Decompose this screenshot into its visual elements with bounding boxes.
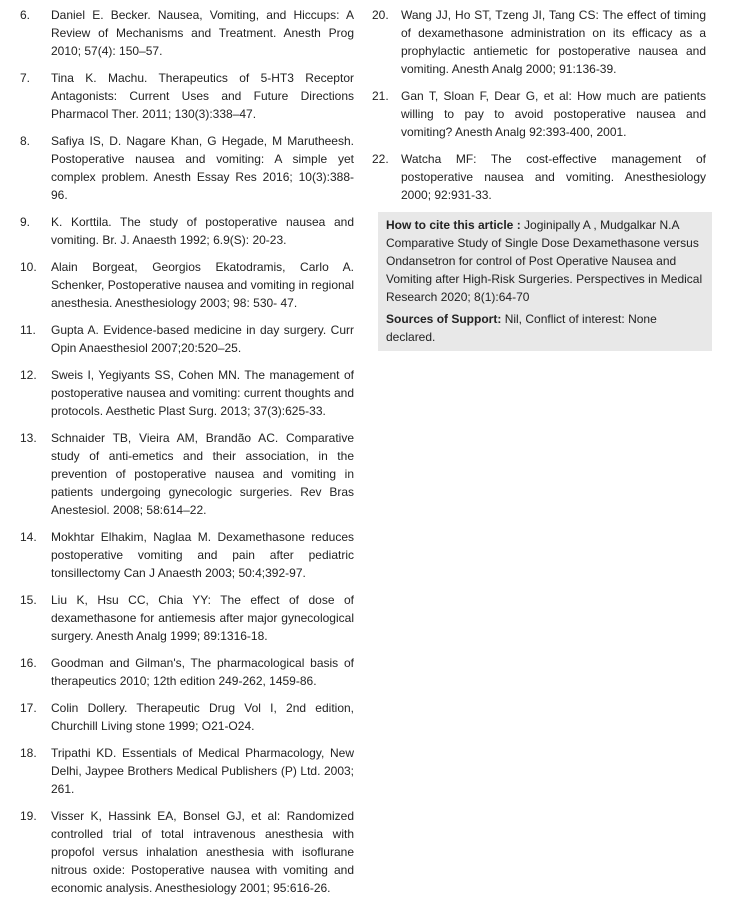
- reference-number: 22.: [372, 152, 389, 166]
- reference-item: [20, 132, 354, 204]
- reference-text: Safiya IS, D. Nagare Khan, G Hegade, M Marutheesh. Postoperative nausea and vomiting: A simple yet complex problem. Anesth Essay Res 2016; 10(3):388-96.: [51, 134, 354, 202]
- reference-number: 6.: [20, 8, 31, 22]
- reference-text: Gupta A. Evidence-based medicine in day surgery. Curr Opin Anaesthesiol 2007;20:520–25.: [51, 323, 354, 355]
- cite-label: How to cite this article :: [386, 218, 521, 232]
- left-column: [20, 6, 354, 906]
- reference-item: [20, 69, 354, 123]
- reference-text: Schnaider TB, Vieira AM, Brandão AC. Comparative study of anti-emetics and their association, in the prevention of postoperative nausea and vomiting in patients undergoing gynecologic surgeries. Rev Bras Anestesiol. 2008; 58:614–22.: [51, 431, 354, 517]
- reference-item: [20, 6, 354, 60]
- reference-text: Liu K, Hsu CC, Chia YY: The effect of dose of dexamethasone for antiemesis after major gynecological surgery. Anesth Analg 1999; 89:1316-18.: [51, 593, 354, 643]
- reference-item: [20, 699, 354, 735]
- reference-text: Watcha MF: The cost-effective management of postoperative nausea and vomiting. Anesthesiology 2000; 92:931-33.: [401, 152, 706, 202]
- reference-text: Tina K. Machu. Therapeutics of 5-HT3 Receptor Antagonists: Current Uses and Future Directions Pharmacol Ther. 2011; 130(3):338–47.: [51, 71, 354, 121]
- reference-item: [20, 744, 354, 798]
- citation-box: [378, 212, 712, 351]
- reference-item: [20, 654, 354, 690]
- reference-item: [20, 807, 354, 897]
- cite-text: Joginipally A , Mudgalkar N.A Comparative Study of Single Dose Dexamethasone versus Ondansetron for control of Post Operative Nausea and Vomiting after High-Risk Surgeries. Perspectives in Medical Research 2020; 8(1):64-70: [386, 218, 703, 304]
- support-paragraph: [386, 310, 704, 346]
- reference-text: K. Korttila. The study of postoperative nausea and vomiting. Br. J. Anaesth 1992; 6.9(S): 20-23.: [51, 215, 354, 247]
- reference-text: Gan T, Sloan F, Dear G, et al: How much are patients willing to pay to avoid postoperative nausea and vomiting? Anesth Analg 92:393-400, 2001.: [401, 89, 706, 139]
- reference-text: Sweis I, Yegiyants SS, Cohen MN. The management of postoperative nausea and vomiting: current thoughts and protocols. Aesthetic Plast Surg. 2013; 37(3):625-33.: [51, 368, 354, 418]
- reference-text: Tripathi KD. Essentials of Medical Pharmacology, New Delhi, Jaypee Brothers Medical Publishers (P) Ltd. 2003; 261.: [51, 746, 354, 796]
- reference-number: 18.: [20, 746, 37, 760]
- right-column: [372, 6, 706, 351]
- reference-item: [372, 87, 706, 141]
- reference-number: 14.: [20, 530, 37, 544]
- reference-item: [20, 591, 354, 645]
- reference-text: Wang JJ, Ho ST, Tzeng JI, Tang CS: The effect of timing of dexamethasone administration on its efficacy as a prophylactic antiemetic for postoperative nausea and vomiting. Anesth Analg 2000; 91:136-39.: [401, 8, 706, 76]
- support-label: Sources of Support:: [386, 312, 502, 326]
- cite-paragraph: [386, 216, 704, 306]
- reference-number: 8.: [20, 134, 31, 148]
- reference-number: 11.: [20, 323, 36, 337]
- reference-text: Mokhtar Elhakim, Naglaa M. Dexamethasone reduces postoperative vomiting and pain after pediatric tonsillectomy Can J Anaesth 2003; 50:4;392-97.: [51, 530, 354, 580]
- reference-item: [20, 321, 354, 357]
- reference-item: [372, 150, 706, 204]
- reference-number: 7.: [20, 71, 31, 85]
- reference-item: [20, 429, 354, 519]
- reference-text: Alain Borgeat, Georgios Ekatodramis, Carlo A. Schenker, Postoperative nausea and vomiting in regional anesthesia. Anesthesiology 2003; 98: 530- 47.: [51, 260, 354, 310]
- reference-item: [372, 6, 706, 78]
- reference-number: 21.: [372, 89, 389, 103]
- support-text: Nil, Conflict of interest: None declared.: [386, 312, 657, 344]
- reference-number: 10.: [20, 260, 37, 274]
- reference-number: 13.: [20, 431, 37, 445]
- reference-text: Visser K, Hassink EA, Bonsel GJ, et al: Randomized controlled trial of total intravenous anesthesia with propofol versus inhalation anesthesia with isoflurane nitrous oxide: Postoperative nausea with vomiting and economic analysis. Anesthesiology 2001; 95:616-26.: [51, 809, 354, 895]
- reference-number: 17.: [20, 701, 37, 715]
- reference-number: 15.: [20, 593, 37, 607]
- reference-text: Colin Dollery. Therapeutic Drug Vol I, 2nd edition, Churchill Living stone 1999; O21-O24.: [51, 701, 354, 733]
- reference-item: [20, 366, 354, 420]
- reference-number: 19.: [20, 809, 37, 823]
- reference-number: 9.: [20, 215, 31, 229]
- reference-text: Goodman and Gilman's, The pharmacological basis of therapeutics 2010; 12th edition 249-262, 1459-86.: [51, 656, 354, 688]
- reference-number: 12.: [20, 368, 37, 382]
- reference-number: 20.: [372, 8, 389, 22]
- right-reference-list: [372, 6, 706, 204]
- reference-item: [20, 213, 354, 249]
- reference-text: Daniel E. Becker. Nausea, Vomiting, and Hiccups: A Review of Mechanisms and Treatment. Anesth Prog 2010; 57(4): 150–57.: [51, 8, 354, 58]
- reference-number: 16.: [20, 656, 37, 670]
- reference-item: [20, 528, 354, 582]
- reference-item: [20, 258, 354, 312]
